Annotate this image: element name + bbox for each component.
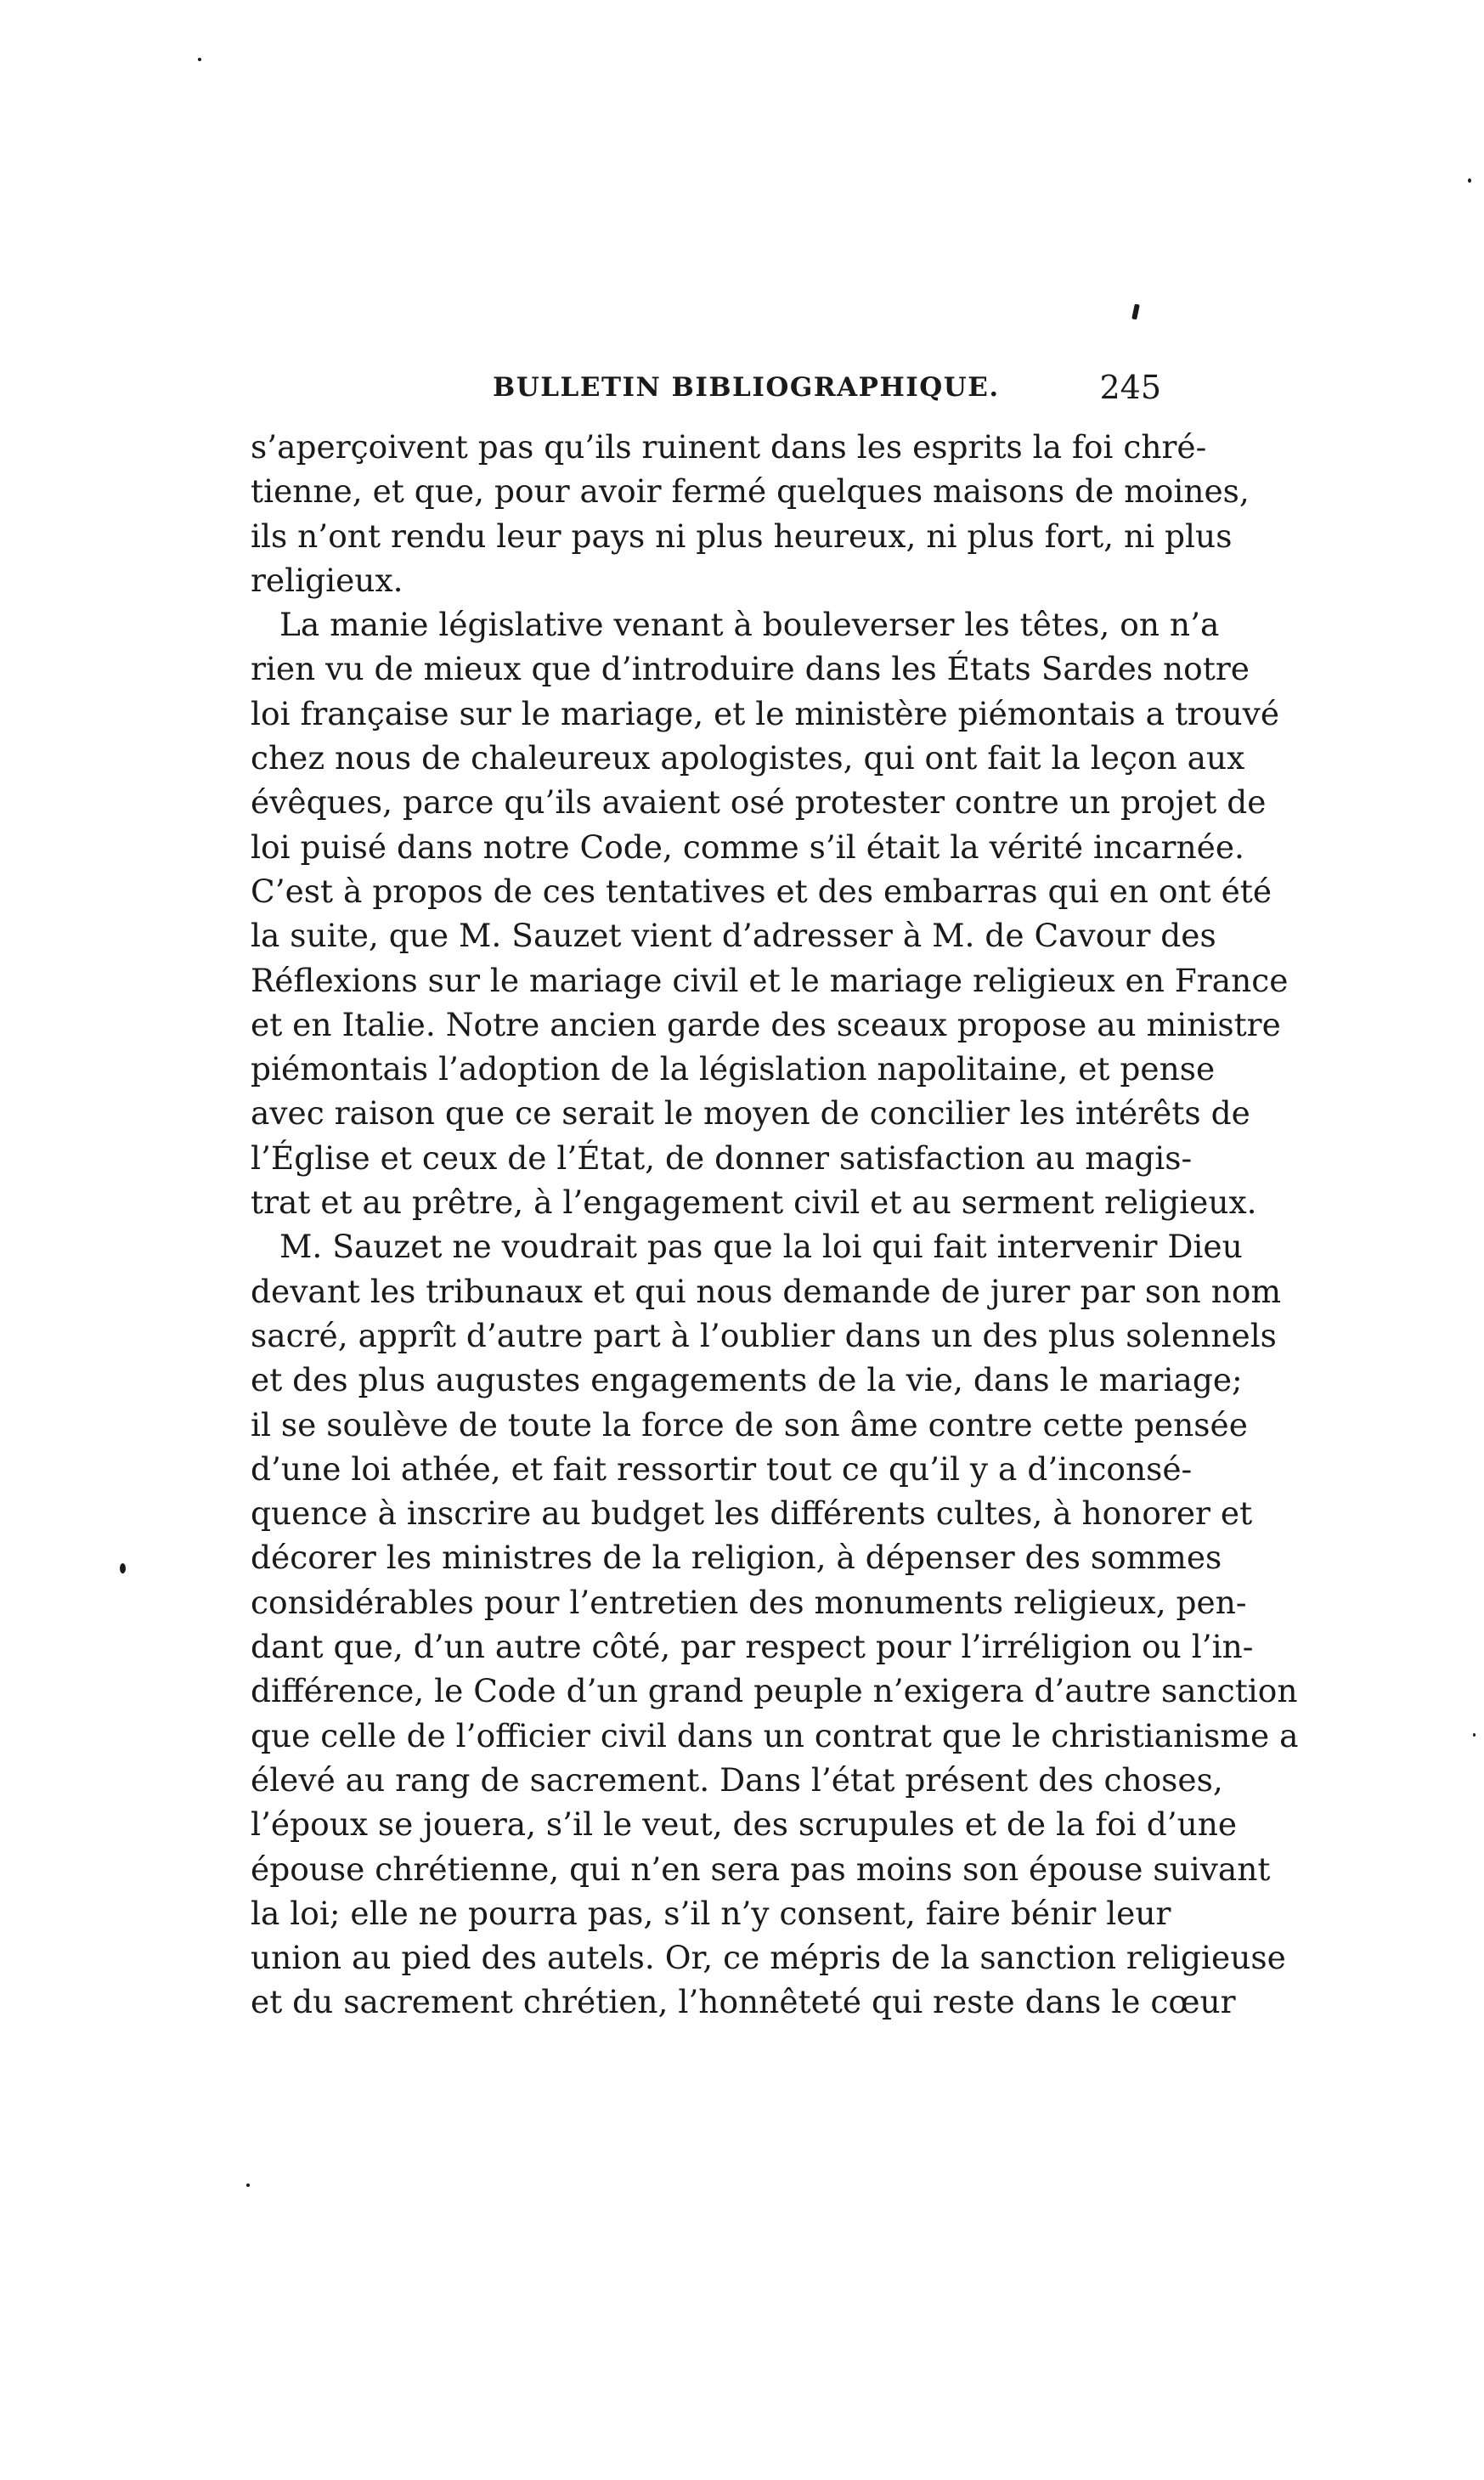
text-line: épouse chrétienne, qui n’en sera pas moins son épouse suivant	[251, 1850, 1271, 1888]
text-line: M. Sauzet ne voudrait pas que la loi qui fait intervenir Dieu	[279, 1228, 1243, 1266]
text-line: sacré, apprît d’autre part à l’oublier dans un des plus solennels	[251, 1316, 1277, 1354]
text-line: chez nous de chaleureux apologistes, qui ont fait la leçon aux	[251, 739, 1245, 777]
paragraph-2	[251, 602, 1289, 1224]
text-line: la loi; elle ne pourra pas, s’il n’y consent, faire bénir leur	[251, 1894, 1171, 1932]
text-line: union au pied des autels. Or, ce mépris de la sanction religieuse	[251, 1939, 1286, 1977]
text-line: et du sacrement chrétien, l’honnêteté qui reste dans le cœur	[251, 1983, 1236, 2021]
text-line: considérables pour l’entretien des monuments religieux, pen-	[251, 1583, 1247, 1621]
text-line: ils n’ont rendu leur pays ni plus heureux, ni plus fort, ni plus	[251, 517, 1233, 555]
text-line: avec raison que ce serait le moyen de concilier les intérêts de	[251, 1094, 1250, 1133]
scan-speck	[198, 58, 201, 61]
text-line: que celle de l’officier civil dans un contrat que le christianisme a	[251, 1716, 1299, 1754]
text-line: élevé au rang de sacrement. Dans l’état présent des choses,	[251, 1760, 1223, 1799]
text-line: dant que, d’un autre côté, par respect pour l’irréligion ou l’in-	[251, 1628, 1254, 1666]
text-line: il se soulève de toute la force de son âme contre cette pensée	[251, 1405, 1248, 1443]
text-line: et en Italie. Notre ancien garde des sceaux propose au ministre	[251, 1005, 1281, 1043]
text-line: devant les tribunaux et qui nous demande de jurer par son nom	[251, 1272, 1282, 1310]
text-line: décorer les ministres de la religion, à dépenser des sommes	[251, 1539, 1222, 1577]
text-line: piémontais l’adoption de la législation napolitaine, et pense	[251, 1050, 1216, 1088]
text-line: différence, le Code d’un grand peuple n’exigera d’autre sanction	[251, 1672, 1298, 1710]
running-title: BULLETIN BIBLIOGRAPHIQUE.	[493, 372, 1000, 403]
body-text	[251, 425, 1299, 2025]
paragraph-1	[251, 425, 1250, 602]
page-number: 245	[1099, 369, 1161, 406]
text-line: C’est à propos de ces tentatives et des embarras qui en ont été	[251, 872, 1272, 910]
text-line: s’aperçoivent pas qu’ils ruinent dans les esprits la foi chré-	[251, 428, 1207, 466]
text-line: quence à inscrire au budget les différents cultes, à honorer et	[251, 1494, 1253, 1533]
running-head	[251, 369, 1161, 415]
scan-speck	[120, 1563, 126, 1573]
scan-speck	[246, 2183, 250, 2187]
paragraph-3	[251, 1224, 1299, 2024]
text-line: l’Église et ceux de l’État, de donner satisfaction au magis-	[251, 1138, 1193, 1177]
text-line: la suite, que M. Sauzet vient d’adresser à M. de Cavour des	[251, 917, 1216, 955]
text-line: évêques, parce qu’ils avaient osé protester contre un projet de	[251, 783, 1267, 822]
text-line: l’époux se jouera, s’il le veut, des scrupules et de la foi d’une	[251, 1805, 1238, 1844]
text-line: loi puisé dans notre Code, comme s’il était la vérité incarnée.	[251, 828, 1244, 866]
scan-speck	[1473, 1733, 1476, 1737]
text-line: rien vu de mieux que d’introduire dans les États Sardes notre	[251, 650, 1250, 688]
text-line: religieux.	[251, 561, 403, 599]
text-line: trat et au prêtre, à l’engagement civil et au serment religieux.	[251, 1184, 1257, 1222]
text-line: et des plus augustes engagements de la vie, dans le mariage;	[251, 1361, 1243, 1399]
scan-speck	[1468, 178, 1471, 183]
text-line: Réflexions sur le mariage civil et le mariage religieux en France	[251, 961, 1289, 999]
text-line: tienne, et que, pour avoir fermé quelques maisons de moines,	[251, 472, 1250, 511]
text-line: d’une loi athée, et fait ressortir tout ce qu’il y a d’inconsé-	[251, 1449, 1193, 1488]
text-line: loi française sur le mariage, et le ministère piémontais a trouvé	[251, 694, 1280, 732]
scan-speck	[1131, 304, 1140, 320]
text-line: La manie législative venant à bouleverser les têtes, on n’a	[279, 606, 1220, 644]
